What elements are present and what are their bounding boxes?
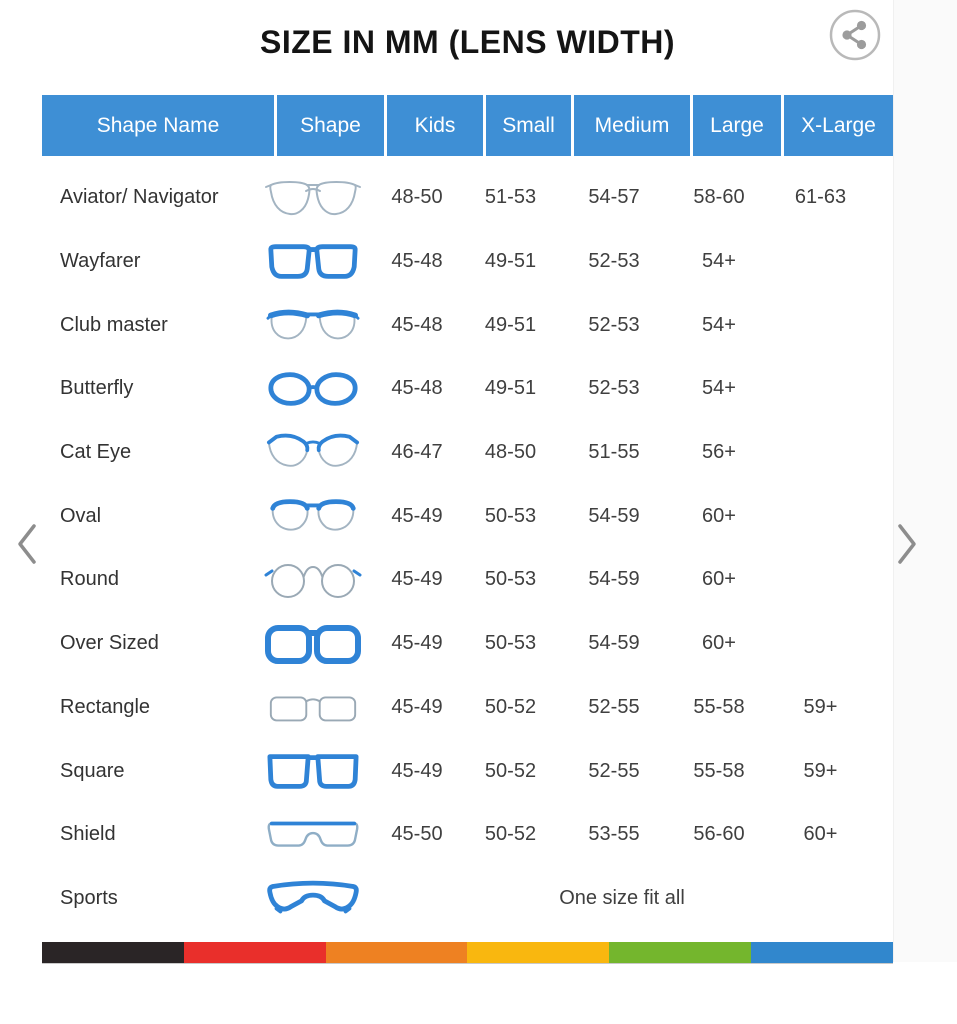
size-small: 49-51 (484, 377, 537, 400)
size-medium: 54-59 (588, 632, 640, 655)
size-large: 54+ (702, 313, 736, 336)
size-kids: 45-49 (391, 695, 443, 718)
stripe-segment-blue (751, 942, 893, 963)
size-small: 51-53 (484, 186, 537, 209)
shape-name: Rectangle (60, 695, 151, 718)
oversized-glasses-icon (263, 620, 363, 668)
size-small: 50-52 (484, 759, 537, 782)
size-large: 56-60 (693, 823, 745, 846)
column-header-shape: Shape (277, 95, 384, 156)
brand-color-stripe (42, 942, 893, 964)
shape-name: Butterfly (60, 377, 134, 400)
cateye-glasses-icon (263, 430, 363, 476)
size-small: 49-51 (484, 250, 537, 273)
share-button[interactable] (828, 8, 882, 62)
size-large: 55-58 (693, 759, 745, 782)
shape-name: Over Sized (60, 632, 159, 655)
table-row (42, 867, 893, 931)
column-header-shape-name: Shape Name (42, 95, 274, 156)
shape-cell (259, 493, 366, 539)
table-row (42, 803, 893, 867)
size-small: 50-52 (484, 823, 537, 846)
column-header-small: Small (486, 95, 571, 156)
size-medium: 54-59 (588, 504, 640, 527)
sports-glasses-icon (263, 875, 363, 921)
shape-name: Oval (60, 504, 102, 527)
size-kids: 45-49 (391, 759, 443, 782)
shape-cell (259, 302, 366, 348)
size-small: 50-53 (484, 504, 537, 527)
size-kids: 45-50 (391, 823, 443, 846)
page-title: SIZE IN MM (LENS WIDTH) (259, 24, 675, 60)
size-large: 54+ (702, 377, 736, 400)
one-size-note: One size fit all (559, 886, 685, 909)
stripe-segment-yellow (467, 942, 609, 963)
shape-name: Shield (60, 823, 116, 846)
shape-cell (259, 748, 366, 794)
table-row (42, 548, 893, 612)
stripe-segment-green (609, 942, 751, 963)
wayfarer-glasses-icon (263, 239, 363, 285)
shape-name: Cat Eye (60, 441, 132, 464)
shape-cell (259, 875, 366, 921)
column-header-kids: Kids (387, 95, 483, 156)
size-large: 55-58 (693, 695, 745, 718)
size-large: 60+ (702, 632, 736, 655)
column-header-large: Large (693, 95, 781, 156)
size-xlarge: 60+ (803, 823, 838, 846)
shape-name: Aviator/ Navigator (60, 186, 219, 209)
size-xlarge: 61-63 (794, 186, 847, 209)
size-kids: 45-48 (391, 377, 443, 400)
size-medium: 53-55 (588, 823, 640, 846)
right-gutter (893, 0, 957, 962)
size-small: 50-52 (484, 695, 537, 718)
chevron-right-icon (892, 520, 922, 568)
size-kids: 45-49 (391, 568, 443, 591)
size-medium: 54-57 (588, 186, 640, 209)
shape-name: Sports (60, 886, 118, 909)
table-row (42, 293, 893, 357)
size-medium: 52-53 (588, 313, 640, 336)
table-row (42, 230, 893, 294)
size-small: 50-53 (484, 568, 537, 591)
column-header-xlarge: X-Large (784, 95, 893, 156)
size-kids: 45-48 (391, 250, 443, 273)
shape-cell (259, 430, 366, 476)
stripe-segment-red (184, 942, 326, 963)
table-row (42, 676, 893, 740)
carousel-prev-button[interactable] (12, 520, 42, 568)
clubmaster-glasses-icon (263, 302, 363, 348)
size-medium: 52-55 (588, 759, 640, 782)
shape-cell (259, 239, 366, 285)
size-large: 60+ (702, 504, 736, 527)
size-small: 48-50 (484, 441, 537, 464)
size-small: 49-51 (484, 313, 537, 336)
shape-cell (259, 555, 366, 605)
size-kids: 45-49 (391, 504, 443, 527)
shape-name: Round (60, 568, 119, 591)
stripe-segment-black (42, 942, 184, 963)
round-glasses-icon (263, 555, 363, 605)
aviator-glasses-icon (263, 173, 363, 223)
shape-cell (259, 620, 366, 668)
table-body (42, 166, 893, 930)
size-small: 50-53 (484, 632, 537, 655)
table-row (42, 166, 893, 230)
table-row (42, 421, 893, 485)
table-row (42, 484, 893, 548)
shield-glasses-icon (263, 812, 363, 858)
table-header-row (42, 95, 893, 156)
column-header-medium: Medium (574, 95, 690, 156)
size-large: 56+ (702, 441, 736, 464)
size-kids: 45-48 (391, 313, 443, 336)
size-medium: 54-59 (588, 568, 640, 591)
table-row (42, 612, 893, 676)
size-medium: 51-55 (588, 441, 640, 464)
shape-cell (259, 366, 366, 412)
size-medium: 52-53 (588, 377, 640, 400)
size-medium: 52-55 (588, 695, 640, 718)
size-large: 60+ (702, 568, 736, 591)
size-kids: 45-49 (391, 632, 443, 655)
shape-name: Square (60, 759, 125, 782)
size-xlarge: 59+ (803, 759, 838, 782)
stripe-segment-orange (326, 942, 468, 963)
shape-cell (259, 812, 366, 858)
shape-name: Club master (60, 313, 168, 336)
carousel-next-button[interactable] (892, 520, 922, 568)
shape-cell (259, 173, 366, 223)
size-medium: 52-53 (588, 250, 640, 273)
square-glasses-icon (263, 748, 363, 794)
size-kids: 46-47 (391, 441, 443, 464)
rectangle-glasses-icon (263, 684, 363, 730)
chevron-left-icon (12, 520, 42, 568)
size-kids: 48-50 (391, 186, 443, 209)
share-icon (828, 8, 882, 62)
size-large: 54+ (702, 250, 736, 273)
shape-name: Wayfarer (60, 250, 141, 273)
shape-cell (259, 684, 366, 730)
size-large: 58-60 (693, 186, 745, 209)
butterfly-glasses-icon (263, 366, 363, 412)
table-row (42, 357, 893, 421)
size-xlarge: 59+ (803, 695, 838, 718)
oval-glasses-icon (263, 493, 363, 539)
table-row (42, 739, 893, 803)
